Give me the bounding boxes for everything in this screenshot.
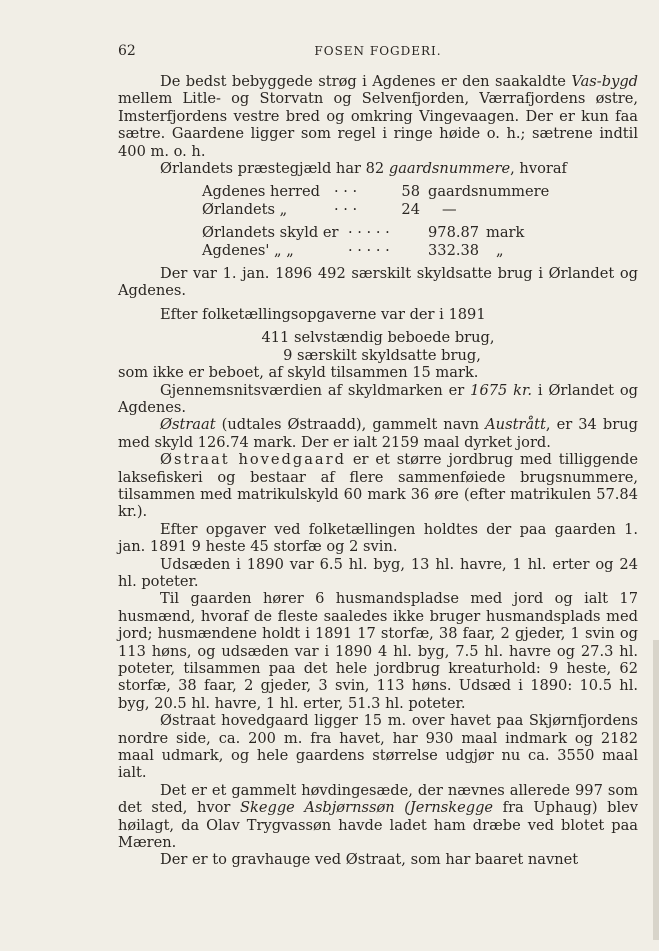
paragraph: Der var 1. jan. 1896 492 særskilt skyldsatte brug i Ørlandet og Agdenes. [118, 265, 638, 300]
table-row: Ørlandets „ · · · 24 — [202, 200, 457, 218]
page-header [118, 43, 638, 63]
table-row: Ørlandets skyld er · · · · · 978.87 mark [202, 224, 525, 242]
paragraph-agdenes-settlement: De bedst bebyggede strøg i Agdenes er den saakaldte Vas-bygd mellem Litle- og Storvatn og Selvenfjorden, Værrafjordens østre, Imsterfjordens vestre bred og omkring Vingevaagen. Der er kun faa sætre. Gaardene ligger som regel i ringe høide o. h.; sætrene indtil 400 m. o. h. [118, 73, 638, 160]
centered-line: 411 selvstændig beboede brug, [261, 329, 495, 347]
paragraph: Gjennemsnitsværdien af skyldmarken er 1675 kr. i Ørlandet og Agdenes. [118, 381, 639, 416]
page-edge [653, 640, 659, 940]
page-number: 62 [118, 43, 136, 59]
paragraph: Udsæden i 1890 var 6.5 hl. byg, 13 hl. havre, 1 hl. erter og 24 hl. poteter. [118, 555, 638, 590]
vasbygd-term: Vas-bygd [571, 73, 638, 90]
paragraph: Efter opgaver ved folketællingen holdtes der paa gaarden 1. jan. 1891 9 heste 45 storfæ og 2 svin. [118, 520, 638, 556]
paragraph: Til gaarden hører 6 husmandspladse med jord og ialt 17 husmænd, hvoraf de fleste saaledes ikke bruger husmandsplads med jord; husmændene holdt i 1891 17 storfæ, 38 faar, 2 gjeder, 1 svin og 113 høns, og udsæden var i 1890 4 hl. byg, 7.5 hl. havre og 27.3 hl. poteter, tilsammen paa det hele jordbrug kreaturhold: 9 heste, 62 storfæ, 38 faar, 2 gjeder, 3 svin, 113 høns. Udsæd i 1890: 10.5 hl. byg, 20.5 hl. havre, 1 hl. erter, 51.3 hl. poteter. [118, 590, 638, 712]
running-title: FOSEN FOGDERI. [314, 44, 442, 58]
paragraph-hovedgaard: Østraat hovedgaard er et større jordbrug med tilliggende laksefiskeri og bestaar af flere sammenføiede brugsnummere, tilsammen med matrikulskyld 60 mark 36 øre (efter matrikulen 57.84 kr.). [118, 451, 639, 521]
body-text [118, 73, 638, 869]
paragraph: Det er et gammelt høvdingesæde, der nævnes allerede 997 som det sted, hvor Skegge Asbjørnssøn (Jernskegge fra Uphaug) blev høilagt, da Olav Trygvassøn havde ladet ham dræbe ved blotet paa Mæren. [118, 781, 639, 852]
paragraph: Østraat hovedgaard ligger 15 m. over havet paa Skjørnfjordens nordre side, ca. 200 m. fra havet, har 930 maal indmark og 2182 maal udmark, og hele gaardens størrelse udgjør nu ca. 3550 maal ialt. [118, 712, 638, 782]
paragraph: Efter folketællingsopgaverne var der i 1891 [160, 305, 486, 323]
paragraph: Der er to gravhauge ved Østraat, som har baaret navnet [160, 851, 579, 869]
paragraph-ostraat: Østraat (udtales Østraadd), gammelt navn Austrått, er 34 brug med skyld 126.74 mark. Der er ialt 2159 maal dyrket jord. [118, 416, 638, 451]
paragraph: som ikke er beboet, af skyld tilsammen 15 mark. [118, 364, 479, 382]
table-row: Agdenes' „ „ · · · · · 332.38 „ [202, 241, 504, 259]
table-row: Agdenes herred · · · 58 gaardsnummere [202, 183, 550, 201]
centered-line: 9 særskilt skyldsatte brug, [283, 346, 481, 364]
paragraph-farm-numbers: Ørlandets præstegjæld har 82 gaardsnummere, hvoraf [160, 160, 567, 178]
